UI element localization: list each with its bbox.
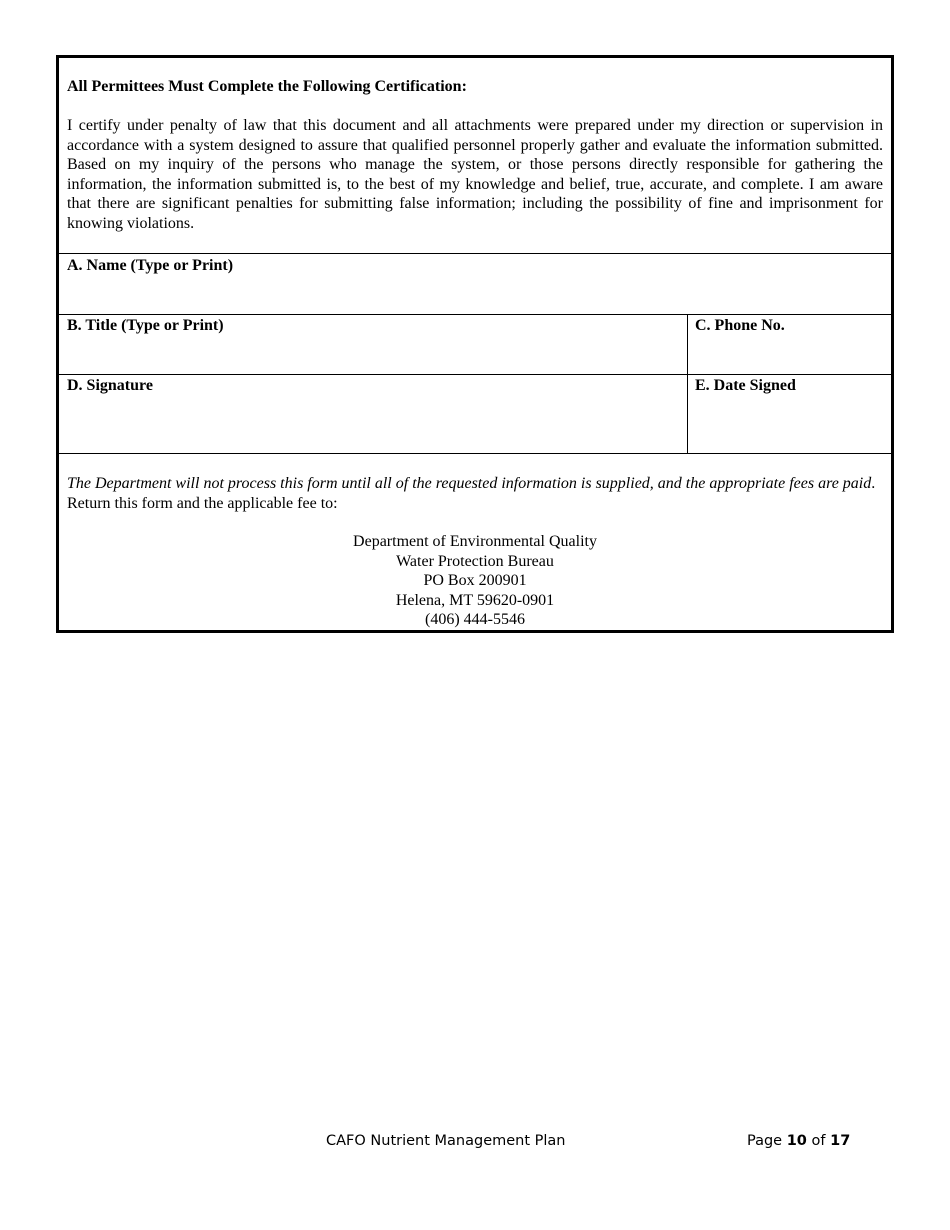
- footer-document-title: CAFO Nutrient Management Plan: [326, 1133, 566, 1149]
- signature-field-label: D. Signature: [67, 377, 153, 394]
- address-line: Department of Environmental Quality: [353, 533, 597, 550]
- certification-form: [56, 55, 894, 633]
- total-pages: 17: [830, 1133, 851, 1149]
- address-line: Helena, MT 59620-0901: [395, 591, 555, 609]
- certification-section: [59, 58, 891, 254]
- mailing-address: [59, 532, 891, 630]
- current-page: 10: [786, 1133, 807, 1149]
- row-divider: [59, 453, 891, 454]
- notice-regular-text: . Return this form and the applicable fee to:: [67, 475, 876, 512]
- date-signed-field-label: E. Date Signed: [695, 377, 796, 394]
- title-field-label: B. Title (Type or Print): [67, 317, 224, 334]
- row-divider: [59, 314, 891, 315]
- notice-italic-text: The Department will not process this form until all of the requested information is supplied, and the appropriate fees are paid: [67, 475, 872, 492]
- name-field-label: A. Name (Type or Print): [67, 257, 234, 274]
- column-divider: [687, 314, 688, 454]
- footer-page-number: [747, 1131, 850, 1151]
- address-line: Water Protection Bureau: [396, 552, 554, 570]
- address-line: PO Box 200901: [423, 572, 527, 590]
- row-divider: [59, 374, 891, 375]
- certification-statement: I certify under penalty of law that this document and all attachments were prepared under my direction or supervision in accordance with a system designed to assure that qualified personnel properly gather and evaluate the information submitted. Based on my inquiry of the persons who manage the system, or those persons directly responsible for gathering the information, the information submitted is, to the best of my knowledge and belief, true, accurate, and complete. I am aware that there are significant penalties for submitting false information; including the possibility of fine and imprisonment for knowing violations.: [67, 117, 883, 232]
- page-of: of: [806, 1133, 831, 1149]
- address-phone: (406) 444-5546: [425, 611, 525, 629]
- page-prefix: Page: [747, 1133, 787, 1149]
- phone-field-label: C. Phone No.: [695, 317, 785, 334]
- processing-notice: [67, 474, 883, 514]
- certification-heading: All Permittees Must Complete the Following Certification:: [67, 78, 467, 95]
